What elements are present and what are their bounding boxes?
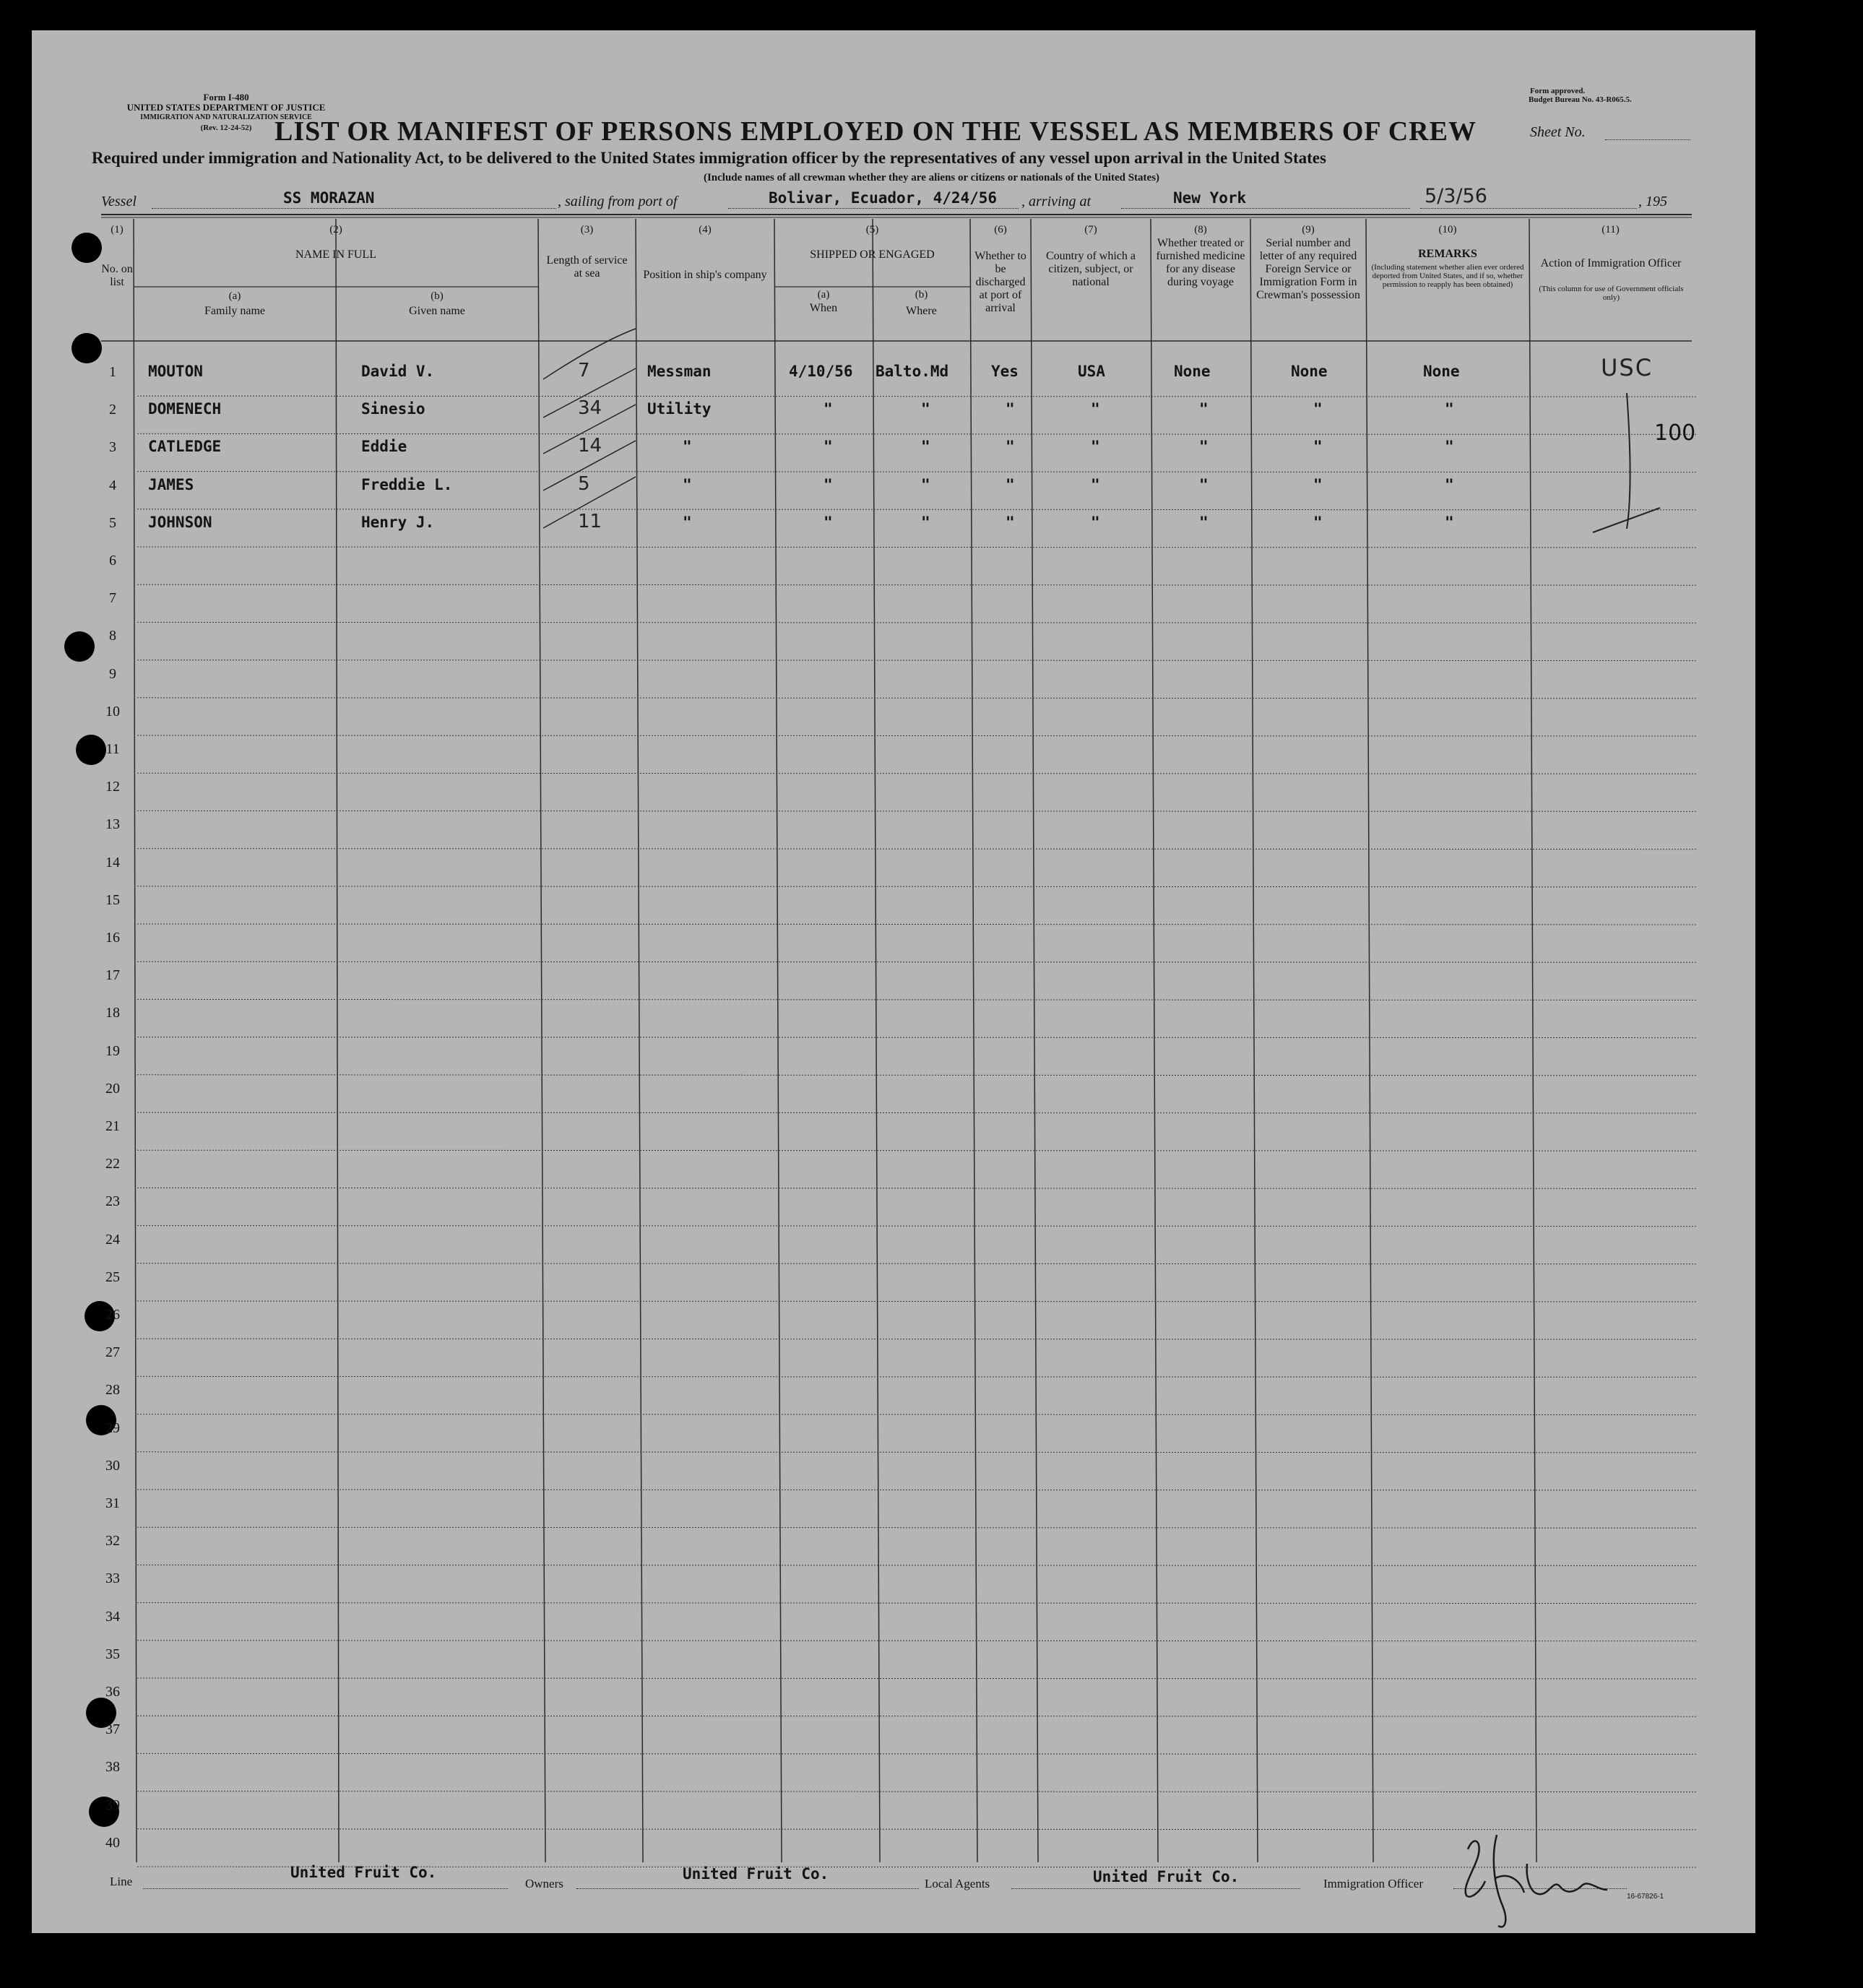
crew-discharged: " bbox=[1006, 475, 1015, 493]
col3-num: (3) bbox=[580, 224, 594, 235]
col1-head: No. on list bbox=[101, 263, 133, 288]
crew-where: " bbox=[921, 513, 930, 531]
row-rule bbox=[137, 735, 1698, 736]
row-rule bbox=[137, 1263, 1698, 1264]
crew-service: 5 bbox=[578, 472, 590, 495]
crew-serial: None bbox=[1291, 363, 1328, 380]
row-number: 9 bbox=[109, 665, 116, 682]
crew-position: Messman bbox=[647, 363, 712, 380]
row-number: 28 bbox=[105, 1382, 120, 1399]
row-rule bbox=[137, 1603, 1698, 1604]
form-approved: Form approved. bbox=[1530, 87, 1586, 95]
column-divider bbox=[873, 219, 880, 1862]
column-divider bbox=[970, 219, 977, 1862]
row-rule bbox=[137, 999, 1698, 1000]
crew-country: " bbox=[1091, 513, 1100, 531]
col2a-head: Family name bbox=[204, 305, 265, 317]
crew-medicine: None bbox=[1174, 363, 1211, 380]
crew-family: JAMES bbox=[148, 475, 194, 493]
column-divider bbox=[1031, 219, 1038, 1862]
vessel-label: Vessel bbox=[101, 194, 137, 209]
row-number: 17 bbox=[105, 967, 120, 984]
vessel-name: SS MORAZAN bbox=[283, 189, 375, 207]
col10-head: REMARKS bbox=[1418, 248, 1477, 260]
column-divider bbox=[1366, 219, 1373, 1862]
col2b-num: (b) bbox=[431, 290, 444, 302]
crew-medicine: " bbox=[1199, 513, 1209, 531]
crew-when: " bbox=[824, 475, 833, 493]
row-number: 1 bbox=[109, 364, 116, 380]
row-number: 8 bbox=[109, 628, 116, 644]
crew-medicine: " bbox=[1199, 475, 1209, 493]
row-number: 16 bbox=[105, 930, 120, 946]
row-number: 20 bbox=[105, 1080, 120, 1097]
crew-where: " bbox=[921, 475, 930, 493]
crew-when: " bbox=[824, 513, 833, 531]
row-rule bbox=[137, 1075, 1698, 1076]
col5a-num: (a) bbox=[817, 289, 830, 301]
row-number: 13 bbox=[105, 816, 120, 833]
row-rule bbox=[137, 924, 1698, 925]
crew-position: " bbox=[683, 438, 692, 456]
crew-where: " bbox=[921, 400, 930, 418]
crew-where: " bbox=[921, 438, 930, 456]
row-rule bbox=[137, 509, 1698, 510]
crew-given: Eddie bbox=[361, 438, 407, 456]
row-number: 25 bbox=[105, 1269, 120, 1285]
crew-service: 7 bbox=[578, 360, 590, 381]
arriving-label: , arriving at bbox=[1021, 194, 1092, 209]
row-number: 33 bbox=[105, 1570, 120, 1587]
column-divider bbox=[774, 219, 782, 1862]
row-number: 22 bbox=[105, 1156, 120, 1172]
row-rule bbox=[137, 773, 1698, 774]
crew-country: " bbox=[1091, 400, 1100, 418]
row-rule bbox=[137, 961, 1698, 962]
col8-num: (8) bbox=[1194, 224, 1207, 235]
crew-when: 4/10/56 bbox=[789, 363, 853, 380]
budget-bureau: Budget Bureau No. 43-R065.5. bbox=[1529, 95, 1632, 104]
row-rule bbox=[137, 886, 1698, 887]
row-number: 32 bbox=[105, 1533, 120, 1550]
crew-family: MOUTON bbox=[148, 363, 203, 380]
col9-num: (9) bbox=[1302, 224, 1315, 235]
col2-head: NAME IN FULL bbox=[295, 248, 376, 261]
row-rule bbox=[137, 849, 1698, 850]
row-number: 30 bbox=[105, 1457, 120, 1474]
col11-num: (11) bbox=[1602, 224, 1620, 235]
arrival-date: 5/3/56 bbox=[1425, 185, 1487, 207]
line-value: United Fruit Co. bbox=[290, 1864, 437, 1881]
col5-head: SHIPPED OR ENGAGED bbox=[810, 248, 935, 261]
crew-service: 34 bbox=[578, 397, 602, 420]
line-label: Line bbox=[110, 1875, 133, 1888]
col10-num: (10) bbox=[1438, 224, 1457, 235]
row-number: 27 bbox=[105, 1344, 120, 1361]
row-rule bbox=[137, 1452, 1698, 1453]
crew-serial: " bbox=[1313, 513, 1323, 531]
row-number: 35 bbox=[105, 1646, 120, 1662]
row-number: 36 bbox=[105, 1684, 120, 1700]
crew-service: 14 bbox=[578, 435, 602, 457]
crew-service: 11 bbox=[578, 510, 602, 532]
crew-remarks: " bbox=[1445, 400, 1454, 418]
crew-serial: " bbox=[1313, 400, 1323, 418]
row-number: 23 bbox=[105, 1193, 120, 1210]
crew-when: " bbox=[824, 400, 833, 418]
owners-label: Owners bbox=[525, 1877, 563, 1890]
form-revision: (Rev. 12-24-52) bbox=[200, 124, 252, 132]
sheet-no-label: Sheet No. bbox=[1530, 124, 1586, 140]
row-rule bbox=[137, 1112, 1698, 1113]
column-divider bbox=[538, 219, 545, 1862]
row-rule bbox=[137, 1678, 1698, 1679]
col5-num: (5) bbox=[865, 224, 879, 235]
crew-country: " bbox=[1091, 438, 1100, 456]
form-code: 16-67826-1 bbox=[1627, 1893, 1664, 1901]
column-divider bbox=[336, 219, 339, 1862]
row-number: 19 bbox=[105, 1042, 120, 1059]
row-number: 6 bbox=[109, 553, 116, 569]
officer-tick-mark bbox=[1593, 393, 1660, 532]
crew-serial: " bbox=[1313, 438, 1323, 456]
department-name: UNITED STATES DEPARTMENT OF JUSTICE bbox=[126, 102, 326, 113]
row-rule bbox=[137, 1376, 1698, 1377]
row-number: 29 bbox=[105, 1419, 120, 1436]
owners-value: United Fruit Co. bbox=[683, 1865, 829, 1883]
col5a-head: When bbox=[809, 302, 838, 314]
row-number: 18 bbox=[105, 1005, 120, 1021]
crew-discharged: Yes bbox=[991, 363, 1019, 380]
officer-count-mark: 100 bbox=[1654, 420, 1696, 446]
row-rule bbox=[137, 433, 1698, 434]
crew-remarks: " bbox=[1445, 438, 1454, 456]
row-number: 38 bbox=[105, 1759, 120, 1776]
crew-country: " bbox=[1091, 475, 1100, 493]
row-number: 14 bbox=[105, 854, 120, 870]
row-rule bbox=[137, 547, 1698, 548]
crew-position: Utility bbox=[647, 400, 712, 418]
row-rule bbox=[137, 1037, 1698, 1038]
row-rule bbox=[137, 1414, 1698, 1415]
col11-head: Action of Immigration Officer bbox=[1540, 257, 1682, 269]
crew-given: David V. bbox=[361, 363, 435, 380]
col3-head: Length of service at sea bbox=[546, 254, 628, 280]
crew-medicine: " bbox=[1199, 400, 1209, 418]
officer-usc-mark: USC bbox=[1601, 354, 1654, 381]
row-number: 11 bbox=[105, 741, 120, 757]
page-title: LIST OR MANIFEST OF PERSONS EMPLOYED ON THE VESSEL AS MEMBERS OF CREW bbox=[275, 116, 1477, 147]
crew-note: (Include names of all crewman whether they are aliens or citizens or nationals of the United States) bbox=[703, 172, 1160, 183]
crew-position: " bbox=[683, 475, 692, 493]
crew-given: Henry J. bbox=[361, 513, 435, 531]
row-rule bbox=[137, 1527, 1698, 1528]
sailing-from: Bolivar, Ecuador, 4/24/56 bbox=[769, 189, 998, 207]
crew-given: Sinesio bbox=[361, 400, 425, 418]
row-rule bbox=[137, 1753, 1698, 1754]
row-number: 26 bbox=[105, 1307, 120, 1323]
crew-when: " bbox=[824, 438, 833, 456]
sailing-label: , sailing from port of bbox=[558, 194, 678, 209]
col2-num: (2) bbox=[329, 224, 342, 235]
crew-position: " bbox=[683, 513, 692, 531]
row-number: 34 bbox=[105, 1608, 120, 1625]
year-suffix: , 195 bbox=[1638, 194, 1667, 209]
row-number: 7 bbox=[109, 590, 116, 607]
col8-head: Whether treated or furnished medicine for any disease during voyage bbox=[1156, 237, 1245, 288]
row-number: 21 bbox=[105, 1118, 120, 1134]
officer-label: Immigration Officer bbox=[1323, 1877, 1424, 1890]
crew-family: CATLEDGE bbox=[148, 438, 222, 456]
crew-family: JOHNSON bbox=[148, 513, 212, 531]
column-divider bbox=[1250, 219, 1258, 1862]
row-number: 24 bbox=[105, 1231, 120, 1248]
crew-discharged: " bbox=[1006, 438, 1015, 456]
col5b-num: (b) bbox=[915, 289, 928, 301]
crew-medicine: " bbox=[1199, 438, 1209, 456]
page-subtitle: Required under immigration and Nationality Act, to be delivered to the United States immigration officer by the representatives of any vessel upon arrival in the United States bbox=[92, 149, 1326, 167]
row-number: 10 bbox=[105, 703, 120, 719]
row-number: 5 bbox=[109, 514, 116, 531]
crew-given: Freddie L. bbox=[361, 475, 453, 493]
col4-num: (4) bbox=[699, 224, 712, 235]
crew-family: DOMENECH bbox=[148, 400, 222, 418]
row-number: 40 bbox=[105, 1834, 120, 1851]
col7-num: (7) bbox=[1084, 224, 1097, 235]
row-number: 4 bbox=[109, 477, 116, 493]
crew-where: Balto.Md bbox=[876, 363, 949, 380]
col7-head: Country of which a citizen, subject, or national bbox=[1046, 250, 1136, 288]
row-number: 2 bbox=[109, 402, 116, 418]
crew-discharged: " bbox=[1006, 513, 1015, 531]
agents-label: Local Agents bbox=[925, 1877, 990, 1890]
crew-remarks: " bbox=[1445, 513, 1454, 531]
col11-note: (This column for use of Government officials only) bbox=[1539, 285, 1684, 302]
crew-remarks: " bbox=[1445, 475, 1454, 493]
row-rule bbox=[137, 1226, 1698, 1227]
col2a-num: (a) bbox=[228, 290, 241, 302]
crew-remarks: None bbox=[1423, 363, 1460, 380]
row-rule bbox=[137, 660, 1698, 661]
col5b-head: Where bbox=[906, 305, 937, 317]
row-number: 15 bbox=[105, 891, 120, 908]
column-divider bbox=[1151, 219, 1158, 1862]
row-rule bbox=[137, 1150, 1698, 1151]
col4-head: Position in ship's company bbox=[643, 269, 767, 281]
row-number: 39 bbox=[105, 1797, 120, 1813]
owners-field[interactable] bbox=[576, 1888, 919, 1889]
col6-head: Whether to be discharged at port of arrival bbox=[974, 250, 1026, 314]
column-divider bbox=[1529, 219, 1536, 1862]
agents-value: United Fruit Co. bbox=[1093, 1868, 1240, 1885]
crew-discharged: " bbox=[1006, 400, 1015, 418]
officer-signature bbox=[1452, 1820, 1640, 1936]
agents-field[interactable] bbox=[1011, 1888, 1300, 1889]
service-name: IMMIGRATION AND NATURALIZATION SERVICE bbox=[140, 113, 312, 121]
arriving-at: New York bbox=[1173, 189, 1247, 207]
col10-note: (Including statement whether alien ever ordered deported from United States, and if so, whether permission to reapply has been obtained) bbox=[1371, 263, 1524, 289]
row-number: 37 bbox=[105, 1721, 120, 1738]
column-divider bbox=[636, 219, 643, 1862]
col6-num: (6) bbox=[994, 224, 1007, 235]
crew-serial: " bbox=[1313, 475, 1323, 493]
form-number: Form I-480 bbox=[203, 92, 249, 103]
col9-head: Serial number and letter of any required Foreign Service or Immigration Form in Crewman's possession bbox=[1256, 237, 1360, 301]
row-rule bbox=[137, 1301, 1698, 1302]
row-number: 31 bbox=[105, 1495, 120, 1511]
col2b-head: Given name bbox=[409, 305, 465, 317]
row-rule bbox=[137, 698, 1698, 699]
line-field[interactable] bbox=[143, 1888, 508, 1889]
row-number: 12 bbox=[105, 779, 120, 795]
length-slash-marks bbox=[543, 329, 636, 528]
col1-num: (1) bbox=[111, 224, 124, 235]
row-rule bbox=[137, 396, 1698, 397]
crew-country: USA bbox=[1078, 363, 1105, 380]
row-rule bbox=[137, 622, 1698, 623]
row-rule bbox=[137, 584, 1698, 585]
row-number: 3 bbox=[109, 439, 116, 456]
